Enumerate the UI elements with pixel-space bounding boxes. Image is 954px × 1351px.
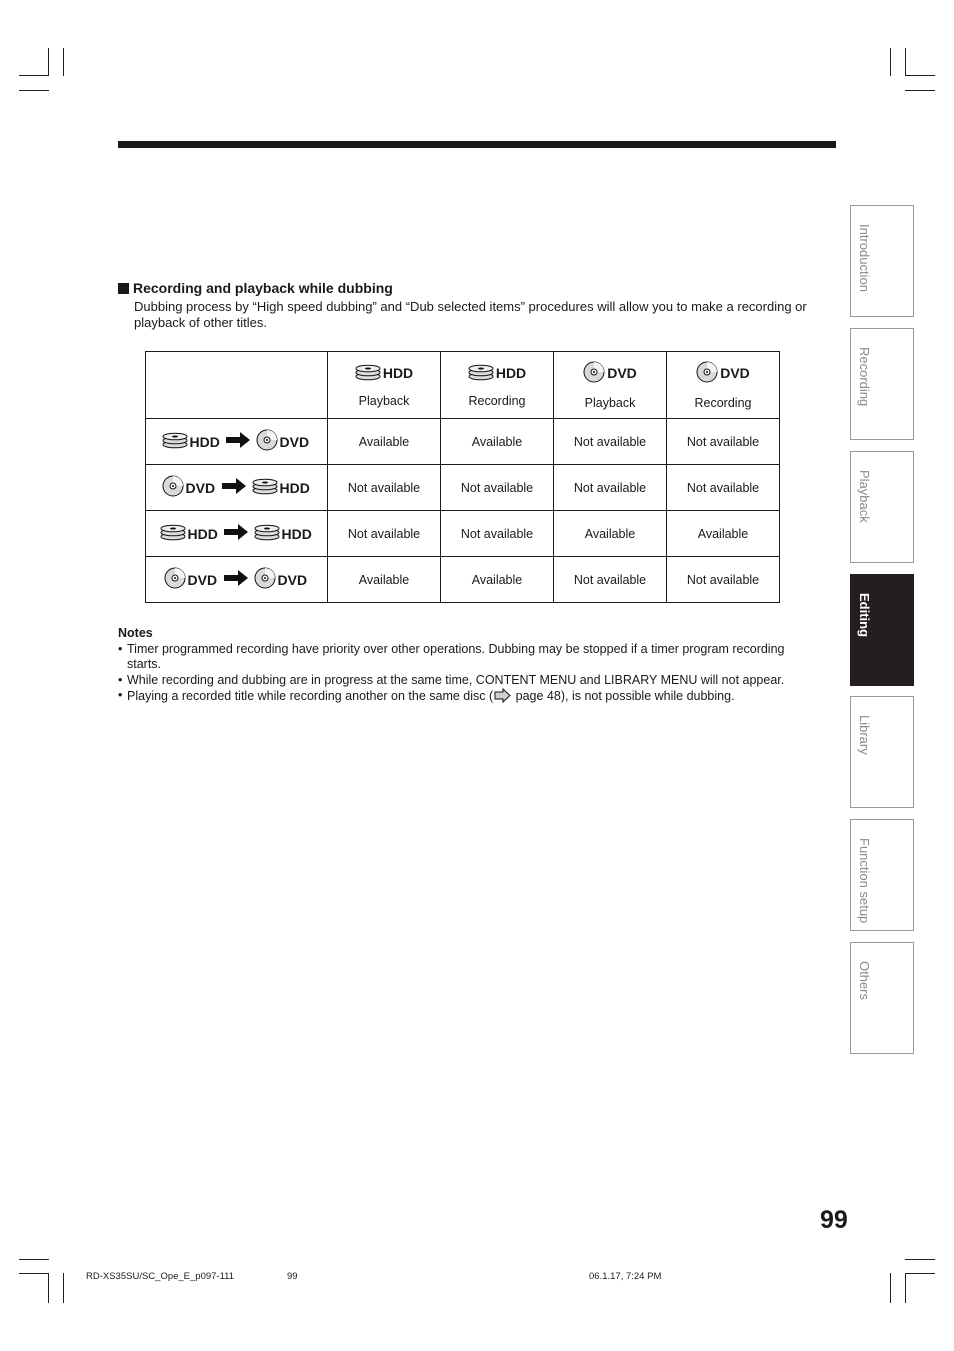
column-header <box>667 352 780 419</box>
notes-title: Notes <box>118 626 153 640</box>
table-cell: Not available <box>667 419 780 465</box>
column-device: HDD <box>495 365 527 381</box>
arrow-right-icon <box>224 570 248 589</box>
heading-square-icon <box>118 283 129 294</box>
crop-mark <box>890 1273 891 1303</box>
table-row <box>146 465 780 511</box>
crop-mark <box>905 1273 935 1274</box>
arrow-right-icon <box>224 524 248 543</box>
table-cell: Available <box>328 557 441 603</box>
note-text: Playing a recorded title while recording another on the same disc ( <box>127 689 494 703</box>
column-header <box>441 352 554 419</box>
tab-label: Others <box>857 961 872 1001</box>
row-from: HDD <box>189 433 220 450</box>
crop-mark <box>890 48 891 76</box>
hdd-icon <box>160 523 186 544</box>
dvd-disc-icon <box>256 429 278 454</box>
note-text: page 48), is not possible while dubbing. <box>512 689 735 703</box>
row-to: DVD <box>279 433 310 450</box>
section-heading <box>118 280 393 296</box>
arrow-right-icon <box>226 432 250 451</box>
note-item: • Timer programmed recording have priority over other operations. Dubbing may be stopped if a timer program recording starts. <box>118 642 818 673</box>
tab-introduction[interactable] <box>850 205 914 317</box>
row-from: HDD <box>187 525 218 542</box>
table-cell: Available <box>441 557 554 603</box>
footer-file: RD-XS35SU/SC_Ope_E_p097-111 <box>86 1271 235 1282</box>
tab-label: Playback <box>857 470 872 523</box>
row-to: HDD <box>281 525 312 542</box>
hdd-icon <box>355 363 381 384</box>
crop-mark <box>19 1259 49 1260</box>
footer-page: 99 <box>287 1271 298 1282</box>
table-corner-cell <box>146 352 328 419</box>
row-label <box>146 465 328 511</box>
table-cell: Not available <box>554 465 667 511</box>
tab-playback[interactable] <box>850 451 914 563</box>
table-cell: Not available <box>667 465 780 511</box>
row-label <box>146 557 328 603</box>
note-item <box>118 688 818 708</box>
hdd-icon <box>254 523 280 544</box>
dvd-disc-icon <box>583 361 605 386</box>
crop-mark <box>905 90 935 91</box>
table-cell: Not available <box>328 511 441 557</box>
note-item: • While recording and dubbing are in progress at the same time, CONTENT MENU and LIBRARY MENU will not appear. <box>118 673 818 689</box>
arrow-right-icon <box>222 478 246 497</box>
dubbing-table <box>145 351 780 603</box>
crop-mark <box>19 1273 49 1274</box>
column-device: HDD <box>382 365 414 381</box>
column-header <box>328 352 441 419</box>
table-cell: Available <box>667 511 780 557</box>
table-cell: Available <box>328 419 441 465</box>
table-row <box>146 419 780 465</box>
crop-mark <box>905 1273 906 1303</box>
table-cell: Not available <box>441 511 554 557</box>
row-to: DVD <box>277 571 308 588</box>
column-mode: Playback <box>358 393 410 408</box>
table-row <box>146 511 780 557</box>
hdd-icon <box>162 431 188 452</box>
dvd-disc-icon <box>164 567 186 592</box>
tab-others[interactable] <box>850 942 914 1054</box>
table-cell: Available <box>554 511 667 557</box>
table-header-row <box>146 352 780 419</box>
dvd-disc-icon <box>254 567 276 592</box>
tab-label: Recording <box>857 347 872 407</box>
table-cell: Not available <box>328 465 441 511</box>
header-rule <box>118 141 836 148</box>
table-cell: Not available <box>441 465 554 511</box>
row-label <box>146 511 328 557</box>
tab-label: Editing <box>857 593 872 638</box>
tab-label: Introduction <box>857 224 872 292</box>
row-label <box>146 419 328 465</box>
crop-mark <box>63 48 64 76</box>
hdd-icon <box>252 477 278 498</box>
tab-label: Function setup <box>857 838 872 924</box>
hdd-icon <box>468 363 494 384</box>
table-cell: Not available <box>667 557 780 603</box>
row-to: HDD <box>279 479 310 496</box>
tab-editing[interactable] <box>850 574 914 686</box>
column-mode: Recording <box>694 395 752 410</box>
row-from: DVD <box>187 571 218 588</box>
tab-recording[interactable] <box>850 328 914 440</box>
tab-function-setup[interactable] <box>850 819 914 931</box>
crop-mark <box>905 48 906 76</box>
crop-mark <box>48 48 49 76</box>
column-device: DVD <box>720 365 750 381</box>
table-cell: Not available <box>554 419 667 465</box>
table-row <box>146 557 780 603</box>
dvd-disc-icon <box>696 361 718 386</box>
notes-block <box>118 626 818 708</box>
page-number: 99 <box>820 1206 848 1234</box>
column-mode: Playback <box>584 395 636 410</box>
column-header <box>554 352 667 419</box>
column-mode: Recording <box>468 393 526 408</box>
footer-timestamp: 06.1.17, 7:24 PM <box>589 1271 662 1282</box>
crop-mark <box>905 75 935 76</box>
section-heading-text: Recording and playback while dubbing <box>133 280 393 296</box>
crop-mark <box>63 1273 64 1303</box>
column-device: DVD <box>607 365 637 381</box>
dvd-disc-icon <box>162 475 184 500</box>
section-intro: Dubbing process by “High speed dubbing” and “Dub selected items” procedures will allow you to make a recording or playback of other titles. <box>134 299 807 330</box>
crop-mark <box>19 90 49 91</box>
crop-mark <box>905 1259 935 1260</box>
table-cell: Available <box>441 419 554 465</box>
tab-label: Library <box>857 715 872 755</box>
page-reference-arrow-icon <box>494 688 511 708</box>
crop-mark <box>48 1273 49 1303</box>
row-from: DVD <box>185 479 216 496</box>
tab-library[interactable] <box>850 696 914 808</box>
table-cell: Not available <box>554 557 667 603</box>
crop-mark <box>19 75 49 76</box>
